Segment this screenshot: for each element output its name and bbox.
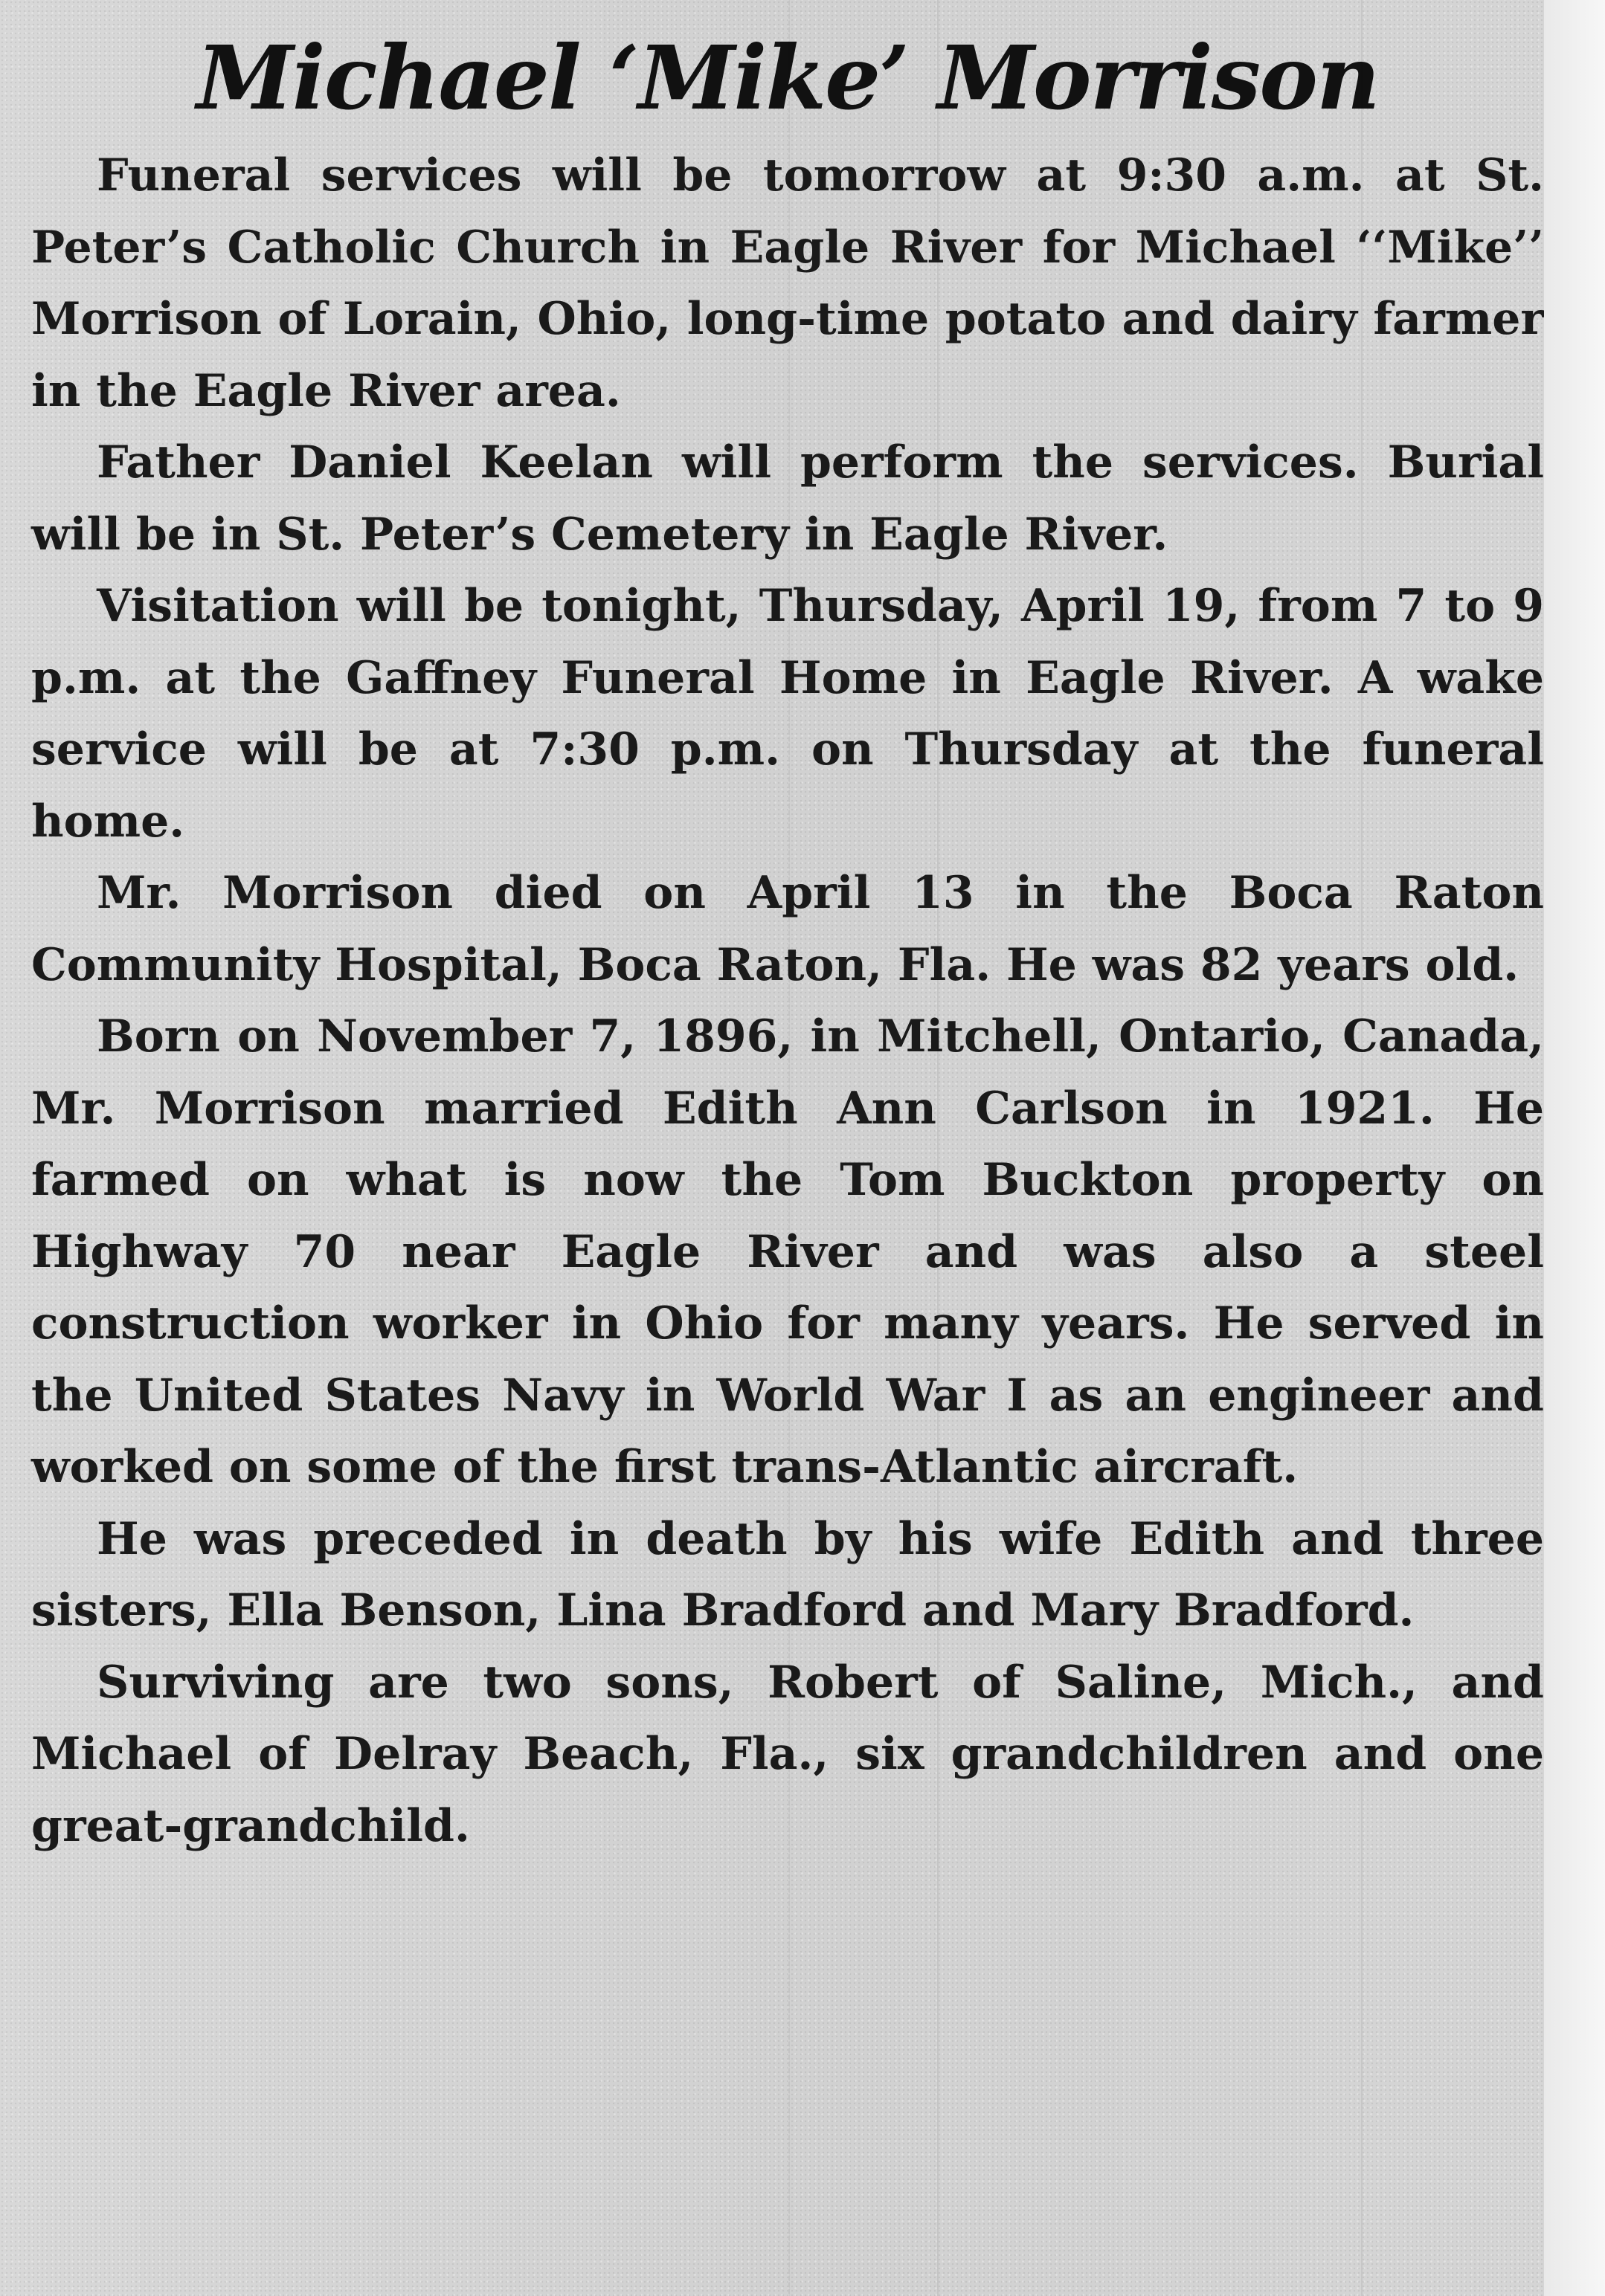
paragraph-funeral-services: Funeral services will be tomorrow at 9:30 a.m. at St. Peter’s Catholic Church in Eagle River for Michael ‘‘Mike’’ Morrison of Lorain, Ohio, long-time potato and dairy farmer in the Eagle River area.: [31, 149, 1544, 417]
paper-fold-line: [937, 0, 939, 2296]
paragraph-preceded-in-death: He was preceded in death by his wife Edith and three sisters, Ella Benson, Lina Bradford and Mary Bradford.: [31, 1512, 1544, 1636]
paper-fold-line: [788, 0, 790, 2296]
paragraph-biography: Born on November 7, 1896, in Mitchell, Ontario, Canada, Mr. Morrison married Edith Ann Carlson in 1921. He farmed on what is now the Tom Buckton property on Highway 70 near Eagle River and was also a steel construction worker in Ohio for many years. He served in the United States Navy in World War I as an engineer and worked on some of the first trans-Atlantic aircraft.: [31, 1010, 1544, 1493]
paragraph-burial: Father Daniel Keelan will perform the services. Burial will be in St. Peter’s Cemetery in Eagle River.: [31, 436, 1544, 561]
paragraph-survivors: Surviving are two sons, Robert of Saline, Mich., and Michael of Delray Beach, Fla., six grandchildren and one great-grandchild.: [31, 1656, 1544, 1852]
obituary-headline: Michael ‘Mike’ Morrison: [196, 26, 1379, 129]
obituary-body: [31, 140, 1544, 1862]
paper-fold-line: [1361, 0, 1363, 2296]
paragraph-death: Mr. Morrison died on April 13 in the Boca Raton Community Hospital, Boca Raton, Fla. He was 82 years old.: [31, 867, 1544, 991]
paragraph-visitation: Visitation will be tonight, Thursday, April 19, from 7 to 9 p.m. at the Gaffney Funeral Home in Eagle River. A wake service will be at 7:30 p.m. on Thursday at the funeral home.: [31, 580, 1544, 848]
scan-margin: [1544, 0, 1605, 2296]
